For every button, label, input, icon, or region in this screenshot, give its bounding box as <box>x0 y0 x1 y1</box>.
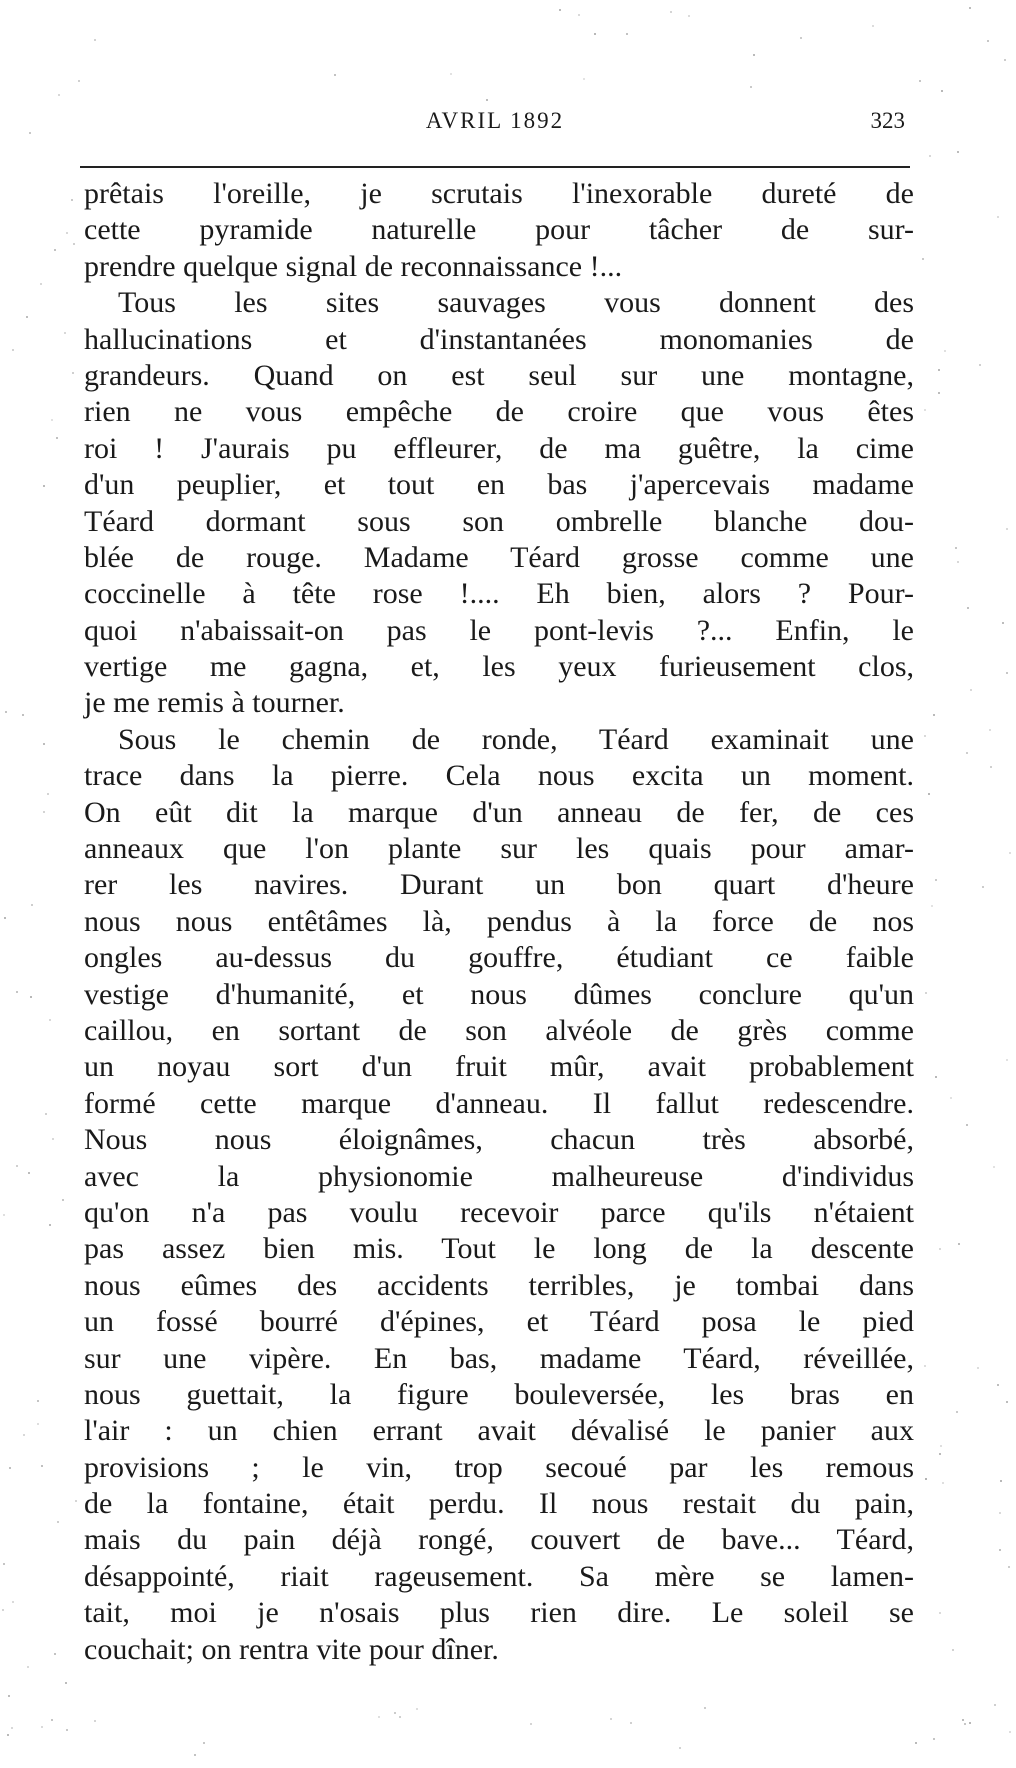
text-line: blée de rouge. Madame Téard grosse comme une <box>84 540 914 574</box>
speck-mark <box>800 37 802 39</box>
speck-mark <box>977 1367 979 1369</box>
speck-mark <box>334 74 336 76</box>
text-line: roi ! J'aurais pu effleurer, de ma guêtre, la cime <box>84 431 914 465</box>
speck-mark <box>12 349 14 351</box>
speck-mark <box>1006 1059 1008 1061</box>
speck-mark <box>990 766 992 768</box>
speck-mark <box>37 1423 39 1425</box>
speck-mark <box>970 689 972 691</box>
speck-mark <box>924 735 926 737</box>
text-line: trace dans la pierre. Cela nous excita un moment. <box>84 759 914 793</box>
speck-mark <box>3 1563 5 1565</box>
speck-mark <box>22 714 24 716</box>
speck-mark <box>964 1723 966 1725</box>
speck-mark <box>43 811 45 813</box>
body-text <box>84 176 914 1668</box>
text-line: provisions ; le vin, trop secoué par les remous <box>84 1450 914 1484</box>
speck-mark <box>5 711 7 713</box>
speck-mark <box>66 232 68 234</box>
text-line: anneaux que l'on plante sur les quais pour amar- <box>84 832 914 866</box>
text-line: nous eûmes des accidents terribles, je tombai dans <box>84 1268 914 1302</box>
speck-mark <box>49 1019 51 1021</box>
speck-mark <box>27 1666 29 1668</box>
speck-mark <box>969 7 971 9</box>
text-line: grandeurs. Quand on est seul sur une montagne, <box>84 358 914 392</box>
speck-mark <box>31 904 33 906</box>
speck-mark <box>47 793 49 795</box>
speck-mark <box>16 991 18 993</box>
speck-mark <box>45 1113 47 1115</box>
speck-mark <box>54 1653 56 1655</box>
speck-mark <box>203 1742 205 1744</box>
speck-mark <box>37 1400 39 1402</box>
speck-mark <box>958 1243 960 1245</box>
speck-mark <box>399 1716 401 1718</box>
speck-mark <box>1008 1566 1010 1568</box>
speck-mark <box>530 1723 532 1725</box>
speck-mark <box>49 1224 51 1226</box>
speck-mark <box>989 729 991 731</box>
speck-mark <box>997 216 999 218</box>
text-line: ongles au-dessus du gouffre, étudiant ce faible <box>84 941 914 975</box>
speck-mark <box>939 1248 941 1250</box>
text-line: mais du pain déjà rongé, couvert de bave... Téard, <box>84 1523 914 1557</box>
speck-mark <box>1006 672 1008 674</box>
speck-mark <box>11 1727 13 1729</box>
text-line: formé cette marque d'anneau. Il fallut redescendre. <box>84 1086 914 1120</box>
speck-mark <box>979 364 981 366</box>
speck-mark <box>194 1754 196 1756</box>
speck-mark <box>7 1734 9 1736</box>
speck-mark <box>962 1719 964 1721</box>
speck-mark <box>967 607 969 609</box>
speck-mark <box>933 1738 935 1740</box>
running-title: AVRIL 1892 <box>425 108 565 133</box>
speck-mark <box>950 1097 952 1099</box>
speck-mark <box>997 1384 999 1386</box>
speck-mark <box>957 151 959 153</box>
speck-mark <box>966 1124 968 1126</box>
text-line: tait, moi je n'osais plus rien dire. Le soleil se <box>84 1596 914 1630</box>
speck-mark <box>969 1722 971 1724</box>
text-line: rien ne vous empêche de croire que vous êtes <box>84 395 914 429</box>
speck-mark <box>65 1682 67 1684</box>
speck-mark <box>939 1453 941 1455</box>
speck-mark <box>929 155 931 157</box>
speck-mark <box>987 40 989 42</box>
speck-mark <box>935 879 937 881</box>
text-line: qu'on n'a pas voulu recevoir parce qu'ils n'étaient <box>84 1195 914 1229</box>
speck-mark <box>94 1720 96 1722</box>
speck-mark <box>1006 1401 1008 1403</box>
speck-mark <box>938 369 940 371</box>
speck-mark <box>52 1138 54 1140</box>
speck-mark <box>957 561 959 563</box>
speck-mark <box>378 1716 380 1718</box>
speck-mark <box>75 1500 77 1502</box>
text-line: Nous nous éloignâmes, chacun très absorbé, <box>84 1123 914 1157</box>
text-line: nous guettait, la figure bouleversée, les bras en <box>84 1377 914 1411</box>
speck-mark <box>956 1411 958 1413</box>
speck-mark <box>486 99 488 101</box>
text-line: rer les navires. Durant un bon quart d'heure <box>84 868 914 902</box>
speck-mark <box>28 1172 30 1174</box>
text-line: vertige me gagna, et, les yeux furieusement clos, <box>84 650 914 684</box>
text-line: d'un peuplier, et tout en bas j'apercevais madame <box>84 468 914 502</box>
speck-mark <box>416 1708 418 1710</box>
speck-mark <box>16 1165 18 1167</box>
text-line: prêtais l'oreille, je scrutais l'inexorable dureté de <box>84 177 914 210</box>
speck-mark <box>559 9 561 11</box>
speck-mark <box>919 80 921 82</box>
speck-mark <box>915 1742 917 1744</box>
speck-mark <box>933 714 935 716</box>
speck-mark <box>626 33 628 35</box>
speck-mark <box>999 1512 1001 1514</box>
speck-mark <box>670 11 672 13</box>
speck-mark <box>30 996 32 998</box>
speck-mark <box>73 243 75 245</box>
speck-mark <box>26 316 28 318</box>
text-line: couchait; on rentra vite pour dîner. <box>84 1632 499 1666</box>
speck-mark <box>450 73 452 75</box>
speck-mark <box>922 258 924 260</box>
speck-mark <box>925 1478 927 1480</box>
header-rule <box>80 166 910 168</box>
speck-mark <box>58 94 60 96</box>
text-line: On eût dit la marque d'un anneau de fer, de ces <box>84 795 914 829</box>
speck-mark <box>43 743 45 745</box>
text-line: caillou, en sortant de son alvéole de grès comme <box>84 1013 914 1047</box>
text-line: l'air : un chien errant avait dévalisé le panier aux <box>84 1414 914 1448</box>
speck-mark <box>4 917 6 919</box>
speck-mark <box>999 1549 1001 1551</box>
speck-mark <box>688 15 690 17</box>
speck-mark <box>966 752 968 754</box>
speck-mark <box>62 1199 64 1201</box>
speck-mark <box>931 905 933 907</box>
text-line: vestige d'humanité, et nous dûmes conclure qu'un <box>84 977 914 1011</box>
text-line: coccinelle à tête rose !.... Eh bien, alors ? Pour- <box>84 577 914 611</box>
speck-mark <box>394 1712 396 1714</box>
text-line: prendre quelque signal de reconnaissance !... <box>84 249 623 283</box>
speck-mark <box>3 1214 5 1216</box>
speck-mark <box>54 249 56 251</box>
speck-mark <box>944 350 946 352</box>
speck-mark <box>56 437 58 439</box>
text-line: nous nous entêtâmes là, pendus à la force de nos <box>84 904 914 938</box>
speck-mark <box>993 1166 995 1168</box>
speck-mark <box>23 1434 25 1436</box>
page-header <box>85 108 905 148</box>
speck-mark <box>935 1076 937 1078</box>
speck-mark <box>1002 622 1004 624</box>
text-line: un noyau sort d'un fruit mûr, avait probablement <box>84 1050 914 1084</box>
text-line: pas assez bien mis. Tout le long de la descente <box>84 1232 914 1266</box>
speck-mark <box>29 132 31 134</box>
text-line: quoi n'abaissait-on pas le pont-levis ?... Enfin, le <box>84 613 914 647</box>
text-line: Sous le chemin de ronde, Téard examinait une <box>118 722 914 756</box>
text-line: de la fontaine, était perdu. Il nous restait du pain, <box>84 1487 914 1521</box>
speck-mark <box>925 992 927 994</box>
speck-mark <box>941 90 943 92</box>
speck-mark <box>2 1609 4 1611</box>
speck-mark <box>8 1695 10 1697</box>
speck-mark <box>66 1729 68 1731</box>
speck-mark <box>94 39 96 41</box>
speck-mark <box>942 1482 944 1484</box>
speck-mark <box>924 409 926 411</box>
speck-mark <box>982 886 984 888</box>
speck-mark <box>51 419 53 421</box>
text-line: Tous les sites sauvages vous donnent des <box>118 286 914 320</box>
speck-mark <box>610 1718 612 1720</box>
speck-mark <box>1000 1480 1002 1482</box>
speck-mark <box>1009 1731 1011 1733</box>
speck-mark <box>41 1726 43 1728</box>
speck-mark <box>57 1521 59 1523</box>
page-number: 323 <box>870 108 905 133</box>
speck-mark <box>679 1747 681 1749</box>
speck-mark <box>630 1722 632 1724</box>
text-line: Téard dormant sous son ombrelle blanche dou- <box>84 504 914 538</box>
speck-mark <box>750 86 752 88</box>
speck-mark <box>1009 852 1011 854</box>
speck-mark <box>43 485 45 487</box>
speck-mark <box>939 1612 941 1614</box>
text-line: cette pyramide naturelle pour tâcher de sur- <box>84 213 914 247</box>
speck-mark <box>753 54 755 56</box>
speck-mark <box>924 1365 926 1367</box>
text-line: hallucinations et d'instantanées monomanies de <box>84 322 914 356</box>
text-line: un fossé bourré d'épines, et Téard posa le pied <box>84 1305 914 1339</box>
speck-mark <box>71 199 73 201</box>
speck-mark <box>64 332 66 334</box>
speck-mark <box>578 14 580 16</box>
speck-mark <box>940 1445 942 1447</box>
speck-mark <box>872 25 874 27</box>
speck-mark <box>594 33 596 35</box>
text-line: avec la physionomie malheureuse d'individus <box>84 1159 914 1193</box>
text-line: désappointé, riait rageusement. Sa mère se lamen- <box>84 1559 914 1593</box>
speck-mark <box>1004 59 1006 61</box>
text-line: sur une vipère. En bas, madame Téard, réveillée, <box>84 1341 914 1375</box>
speck-mark <box>938 392 940 394</box>
speck-mark <box>952 1649 954 1651</box>
speck-mark <box>40 283 42 285</box>
speck-mark <box>583 78 585 80</box>
speck-mark <box>78 80 80 82</box>
speck-mark <box>9 1467 11 1469</box>
speck-mark <box>994 1704 996 1706</box>
speck-mark <box>41 1465 43 1467</box>
text-line: je me remis à tourner. <box>84 686 345 720</box>
speck-mark <box>51 1719 53 1721</box>
speck-mark <box>12 1601 14 1603</box>
speck-mark <box>1006 528 1008 530</box>
speck-mark <box>72 372 74 374</box>
speck-mark <box>928 793 930 795</box>
speck-mark <box>704 1707 706 1709</box>
speck-mark <box>955 547 957 549</box>
